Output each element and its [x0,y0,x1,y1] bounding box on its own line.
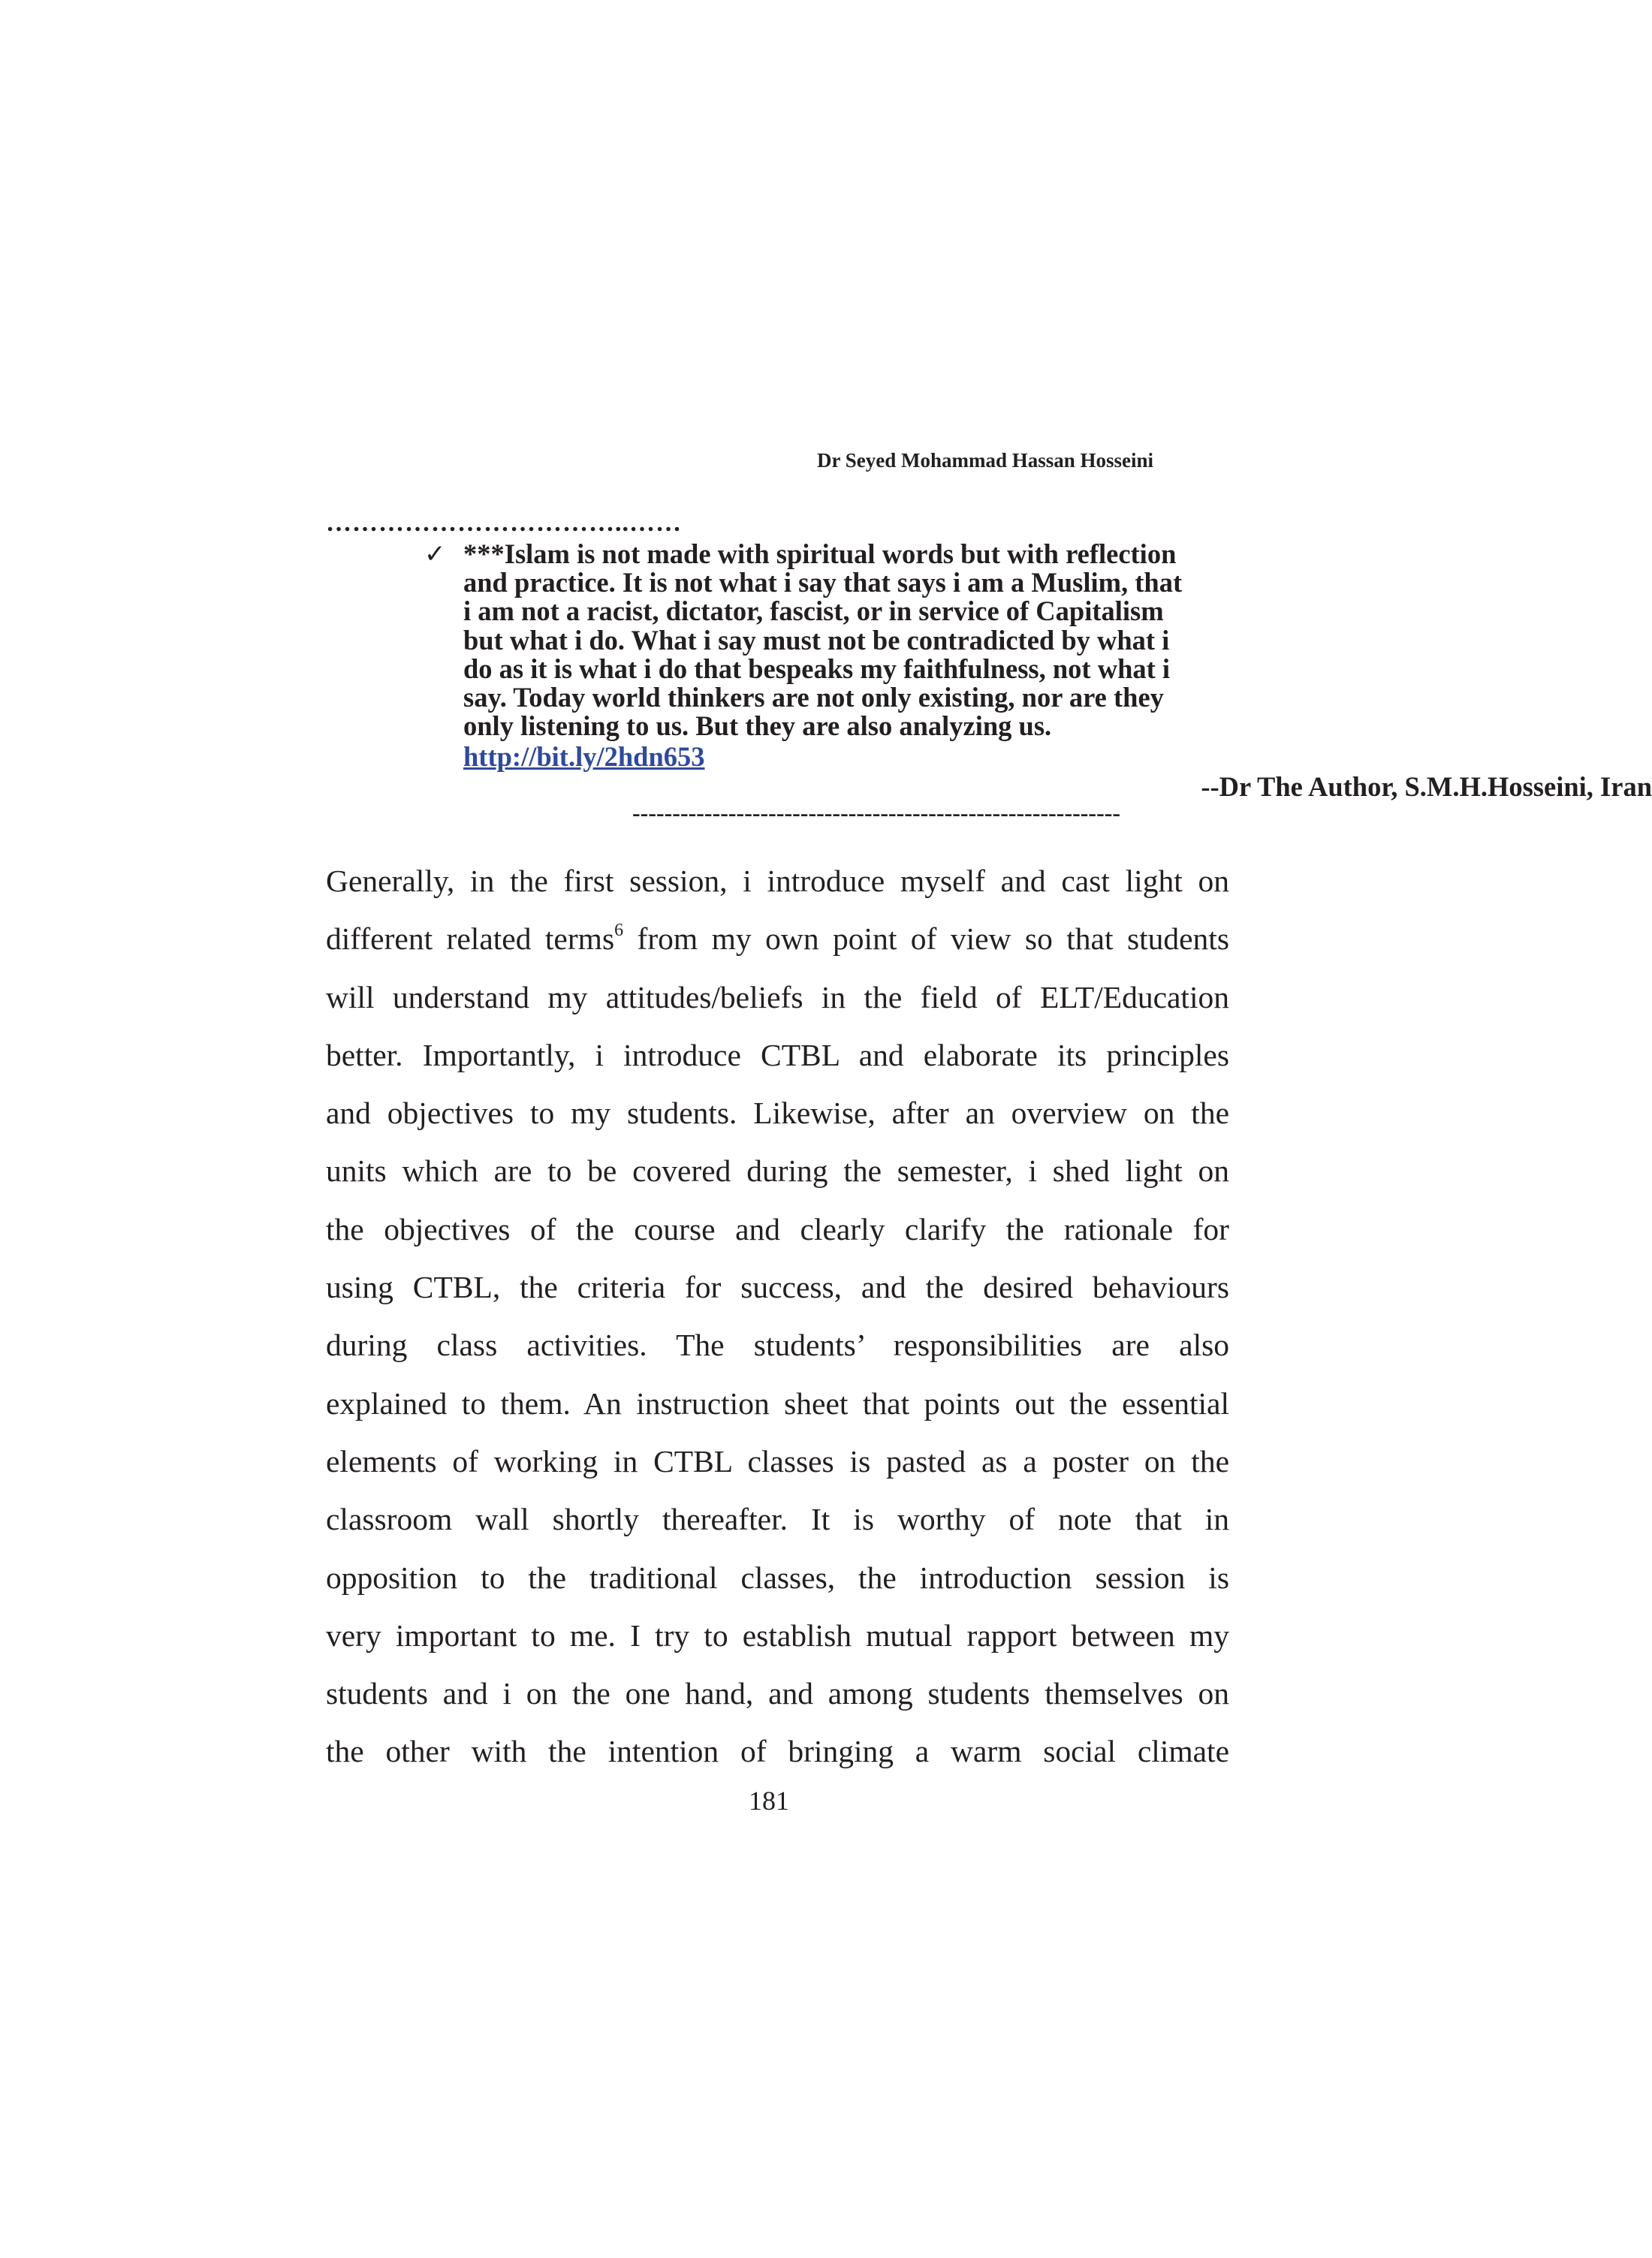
quote-attribution: --Dr The Author, S.M.H.Hosseini, Iran [1201,771,1652,802]
quote-line: i am not a racist, dictator, fascist, or in service of Capitalism [463,595,1164,627]
footnote-reference[interactable]: 6 [614,921,624,941]
body-line: using CTBL, the criteria for success, and the desired behaviours [326,1270,1229,1305]
body-line: better. Importantly, i introduce CTBL and elaborate its principles [326,1037,1229,1072]
running-header-author: Dr Seyed Mohammad Hassan Hosseini [817,449,1154,472]
quote-text [463,540,1232,740]
quote-line: but what i do. What i say must not be contradicted by what i [463,624,1170,656]
body-line-text: different related terms [326,921,615,957]
dash-rule-separator: ------------------------------------------------------------- [632,799,1121,826]
body-line: Generally, in the first session, i introduce myself and cast light on [326,864,1229,898]
quote-line: and practice. It is not what i say that says i am a Muslim, that [463,567,1183,598]
body-line-text: from my own point of view so that students [623,921,1229,957]
body-line: very important to me. I try to establish mutual rapport between my [326,1617,1229,1653]
body-line: students and i on the one hand, and among students themselves on [326,1676,1229,1711]
body-line: explained to them. An instruction sheet that points out the essential [326,1385,1229,1421]
quote-line: do as it is what i do that bespeaks my faithfulness, not what i [463,653,1171,684]
dot-leader-separator: ……………………………..…… [326,509,682,537]
body-line: units which are to be covered during the semester, i shed light on [326,1153,1229,1189]
body-line: opposition to the traditional classes, the introduction session is [326,1560,1229,1595]
quote-source-link[interactable]: http://bit.ly/2hdn653 [463,741,705,772]
quote-line: say. Today world thinkers are not only existing, nor are they [463,682,1164,713]
body-line: the objectives of the course and clearly clarify the rationale for [326,1211,1229,1247]
body-line: and objectives to my students. Likewise, after an overview on the [326,1096,1229,1131]
body-line [326,914,1229,972]
quote-line: only listening to us. But they are also analyzing us. [463,710,1052,742]
body-line: the other with the intention of bringing a warm social climate [326,1734,1229,1769]
body-line: elements of working in CTBL classes is pasted as a poster on the [326,1443,1229,1479]
page-number: 181 [749,1786,789,1816]
quote-line: ***Islam is not made with spiritual words but with reflection [463,538,1177,569]
body-line: during class activities. The students’ responsibilities are also [326,1328,1229,1363]
checkmark-icon: ✓ [424,539,446,569]
body-line: classroom wall shortly thereafter. It is worthy of note that in [326,1502,1229,1537]
body-line: will understand my attitudes/beliefs in the field of ELT/Education [326,979,1229,1014]
body-paragraph [326,856,1229,1785]
